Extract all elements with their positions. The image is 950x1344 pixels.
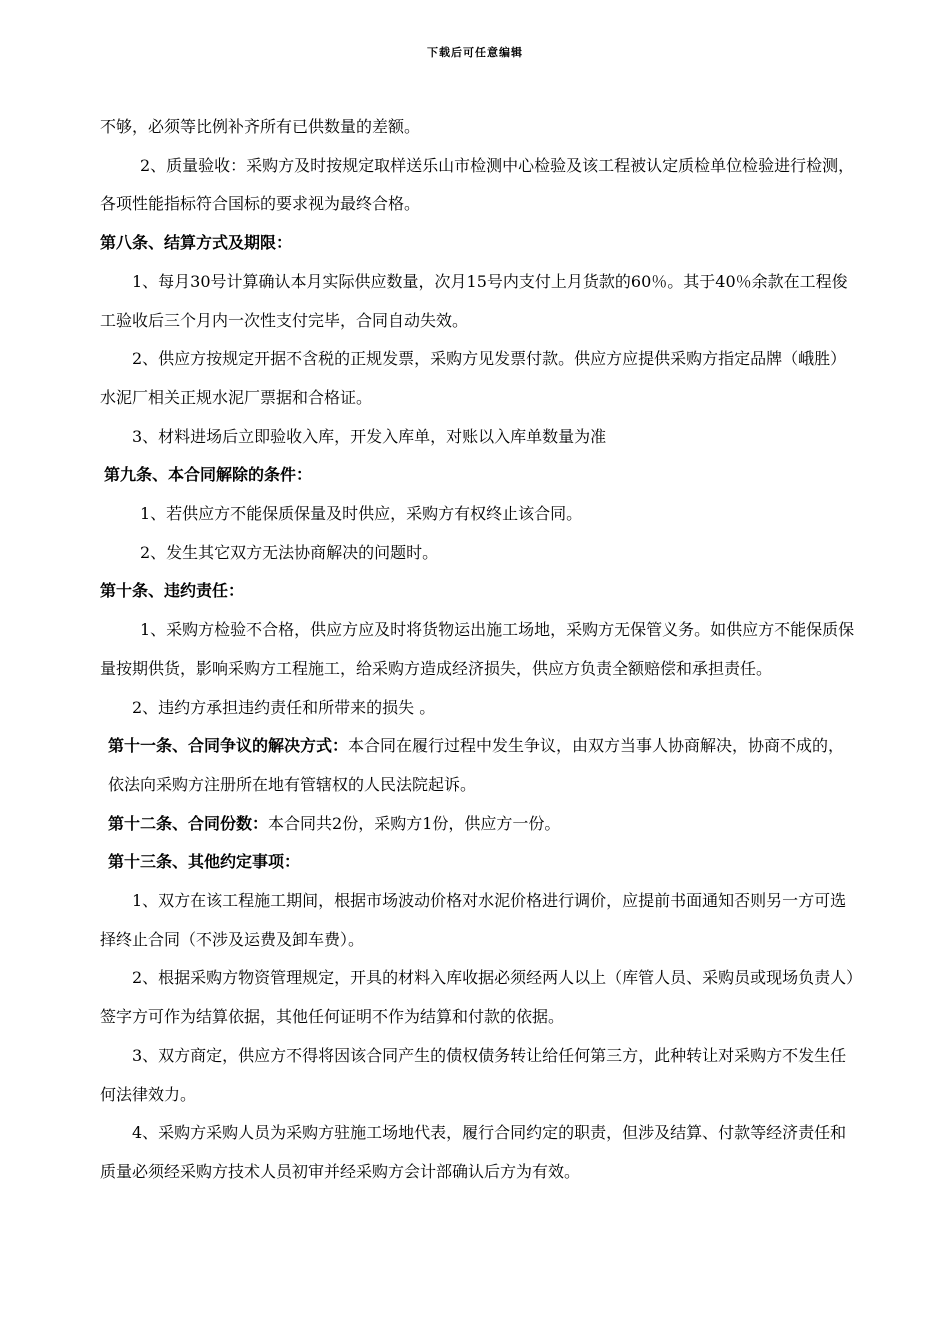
paragraph-other-1: 1、双方在该工程施工期间，根据市场波动价格对水泥价格进行调价，应提前书面通知否则另一方可选择终止合同（不涉及运费及卸车费）。 — [100, 891, 847, 949]
section-heading-article-11: 第十一条、合同争议的解决方式： — [108, 736, 349, 756]
section-heading-article-12: 第十二条、合同份数： — [108, 813, 269, 833]
paragraph-material-intake: 3、材料进场后立即验收入库，开发入库单，对账以入库单数量为准 — [132, 426, 607, 446]
article-11-body: 本合同在履行过程中发生争议，由双方当事人协商解决，协商不成的，依法向采购方注册所在地有管辖权的人民法院起诉。 — [108, 736, 845, 794]
section-heading-article-9: 第九条、本合同解除的条件： — [104, 465, 313, 485]
paragraph-quality-acceptance: 2、质量验收：采购方及时按规定取样送乐山市检测中心检验及该工程被认定质检单位检验进行检测，各项性能指标符合国标的要求视为最终合格。 — [100, 155, 855, 214]
paragraph-monthly-settlement: 1、每月30号计算确认本月实际供应数量，次月15号内支付上月货款的60％。其于40％余款在工程俊工验收后三个月内一次性支付完毕，合同自动失效。 — [100, 271, 848, 330]
section-heading-article-10: 第十条、违约责任： — [100, 581, 245, 601]
page-header: 下载后可任意编辑 — [427, 46, 523, 59]
section-heading-article-8: 第八条、结算方式及期限： — [100, 233, 293, 253]
paragraph-article-12 — [100, 805, 860, 844]
article-12-body: 本合同共2份，采购方1份，供应方一份。 — [268, 813, 561, 833]
paragraph-article-11 — [100, 727, 860, 804]
paragraph-termination-2: 2、发生其它双方无法协商解决的问题时。 — [140, 542, 439, 562]
document-body — [100, 108, 860, 1192]
section-heading-article-13: 第十三条、其他约定事项： — [108, 852, 301, 872]
paragraph-invoice: 2、供应方按规定开据不含税的正规发票，采购方见发票付款。供应方应提供采购方指定品牌（峨胜）水泥厂相关正规水泥厂票据和合格证。 — [100, 349, 847, 407]
paragraph-other-2: 2、根据采购方物资管理规定，开具的材料入库收据必须经两人以上（库管人员、采购员或现场负责人）签字方可作为结算依据，其他任何证明不作为结算和付款的依据。 — [100, 968, 855, 1027]
paragraph-termination-1: 1、若供应方不能保质保量及时供应，采购方有权终止该合同。 — [140, 504, 583, 524]
paragraph-other-3: 3、双方商定，供应方不得将因该合同产生的债权债务转让给任何第三方，此种转让对采购方不发生任何法律效力。 — [100, 1045, 847, 1104]
paragraph-breach-2: 2、违约方承担违约责任和所带来的损失 。 — [132, 697, 436, 717]
paragraph-other-4: 4、采购方采购人员为采购方驻施工场地代表，履行合同约定的职责，但涉及结算、付款等经济责任和质量必须经采购方技术人员初审并经采购方会计部确认后方为有效。 — [100, 1123, 847, 1181]
paragraph-continuation: 不够，必须等比例补齐所有已供数量的差额。 — [100, 117, 421, 136]
paragraph-breach-1: 1、采购方检验不合格，供应方应及时将货物运出施工场地，采购方无保管义务。如供应方不能保质保量按期供货，影响采购方工程施工，给采购方造成经济损失，供应方负责全额赔偿和承担责任。 — [100, 620, 855, 678]
